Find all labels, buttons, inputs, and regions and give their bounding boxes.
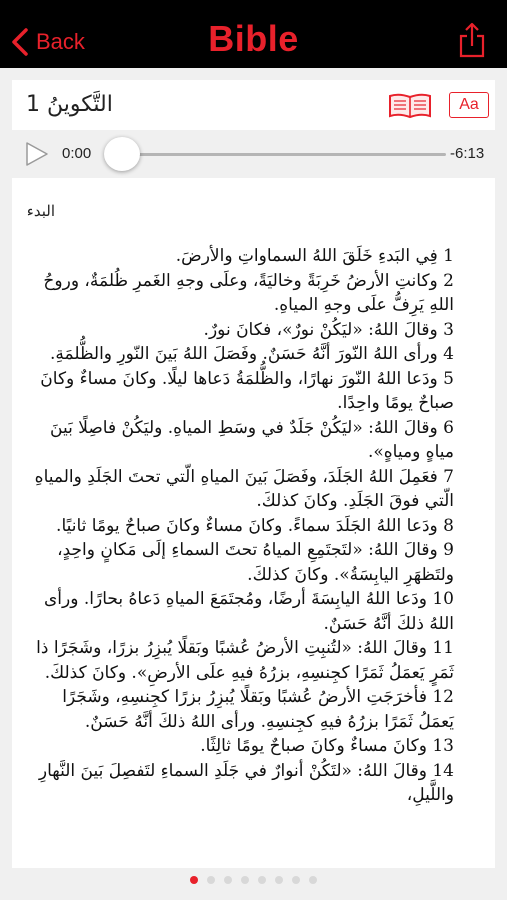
page-dot[interactable] [275, 876, 283, 884]
verse: 14 وقالَ اللهُ: «لتَكُنْ أنوارٌ في جَلَدِ السماءِ لتَفصِلَ بَينَ النَّهارِ واللَّيلِ، [38, 760, 454, 805]
verse-list [22, 244, 454, 808]
verse: 12 فأخرَجَتِ الأرضُ عُشبًا وبَقلًا يُبزِرُ بزرًا كجِنسِهِ، وشَجَرًا يَعمَلُ ثَمَرًا بزرُهُ فيهِ كجِنسِهِ. ورأى اللهُ ذلكَ أنَّهُ حَسَنٌ. [62, 687, 454, 732]
chapter-title[interactable]: التَّكوينُ 1 [26, 92, 113, 117]
page-dot[interactable] [224, 876, 232, 884]
section-heading: البدء [26, 202, 55, 220]
page-dot[interactable] [190, 876, 198, 884]
time-elapsed: 0:00 [62, 145, 92, 162]
page-dot[interactable] [207, 876, 215, 884]
verse: 11 وقالَ اللهُ: «لتُنبِتِ الأرضُ عُشبًا وبَقلًا يُبزِرُ بزرًا، وشَجَرًا ذا ثَمَرٍ يَعمَلُ ثَمَرًا كجِنسِهِ، بزرُهُ فيهِ علَى الأرضِ». وكانَ كذلكَ. [36, 638, 454, 683]
verse: 8 ودَعا اللهُ الجَلَدَ سماءً. وكانَ مساءٌ وكانَ صباحٌ يومًا ثانيًا. [56, 515, 454, 536]
page-dot[interactable] [258, 876, 266, 884]
audio-progress-track[interactable] [120, 153, 446, 156]
audio-scrubber-knob[interactable] [104, 137, 140, 171]
page-dot[interactable] [309, 876, 317, 884]
verse: 7 فعَمِلَ اللهُ الجَلَدَ، وفَصَلَ بَينَ المياهِ الّتي تحتَ الجَلَدِ والمياهِ الّتي فوقَ الجَلَدِ. وكانَ كذلكَ. [34, 466, 454, 511]
verse: 1 فِي البَدءِ خَلَقَ اللهُ السماواتِ والأرضَ. [175, 246, 454, 266]
verse: 6 وقالَ اللهُ: «ليَكُنْ جَلَدٌ في وسَطِ المياهِ. وليَكُنْ فاصِلًا بَينَ مياهٍ ومياهٍ». [50, 417, 454, 462]
time-remaining: -6:13 [450, 145, 485, 162]
verse: 4 ورأى اللهُ النّورَ أنَّهُ حَسَنٌ. وفَصَلَ اللهُ بَينَ النّورِ والظُّلمَةِ. [49, 344, 454, 364]
verse: 3 وقالَ اللهُ: «ليَكُنْ نورٌ»، فكانَ نورٌ. [203, 319, 454, 340]
verse: 2 وكانتِ الأرضُ خَرِبَةً وخاليَةً، وعلَى وجهِ الغَمرِ ظُلمَةٌ، وروحُ اللهِ يَرِفُّ علَى وجهِ المياهِ. [43, 270, 454, 315]
page-indicator[interactable] [0, 870, 507, 890]
share-icon[interactable] [457, 22, 487, 58]
audio-player [12, 132, 495, 176]
verse: 13 وكانَ مساءٌ وكانَ صباحٌ يومًا ثالِثًا. [200, 736, 454, 756]
verse: 9 وقالَ اللهُ: «لتَجتَمِعِ المياهُ تحتَ السماءِ إلَى مَكانٍ واحِدٍ، ولتَظهَرِ اليابِسَةُ». وكانَ كذلكَ. [57, 540, 454, 585]
verse: 10 ودَعا اللهُ اليابِسَةَ أرضًا، ومُجتَمَعَ المياهِ دَعاهُ بحارًا. ورأى اللهُ ذلكَ أنَّهُ حَسَنٌ. [44, 589, 454, 634]
book-icon[interactable] [387, 92, 433, 120]
verse: 5 ودَعا اللهُ النّورَ نهارًا، والظُّلمَةُ دَعاها ليلًا. وكانَ مساءٌ وكانَ صباحٌ يومًا واحِدًا. [40, 368, 454, 413]
navigation-bar [0, 0, 507, 68]
chapter-header [12, 80, 495, 130]
font-size-button[interactable]: Aa [449, 92, 489, 118]
play-icon[interactable] [24, 140, 50, 168]
back-label: Back [36, 29, 85, 54]
app-title: Bible [208, 18, 299, 59]
page-dot[interactable] [292, 876, 300, 884]
page-dot[interactable] [241, 876, 249, 884]
chapter-text-panel[interactable] [12, 178, 495, 868]
